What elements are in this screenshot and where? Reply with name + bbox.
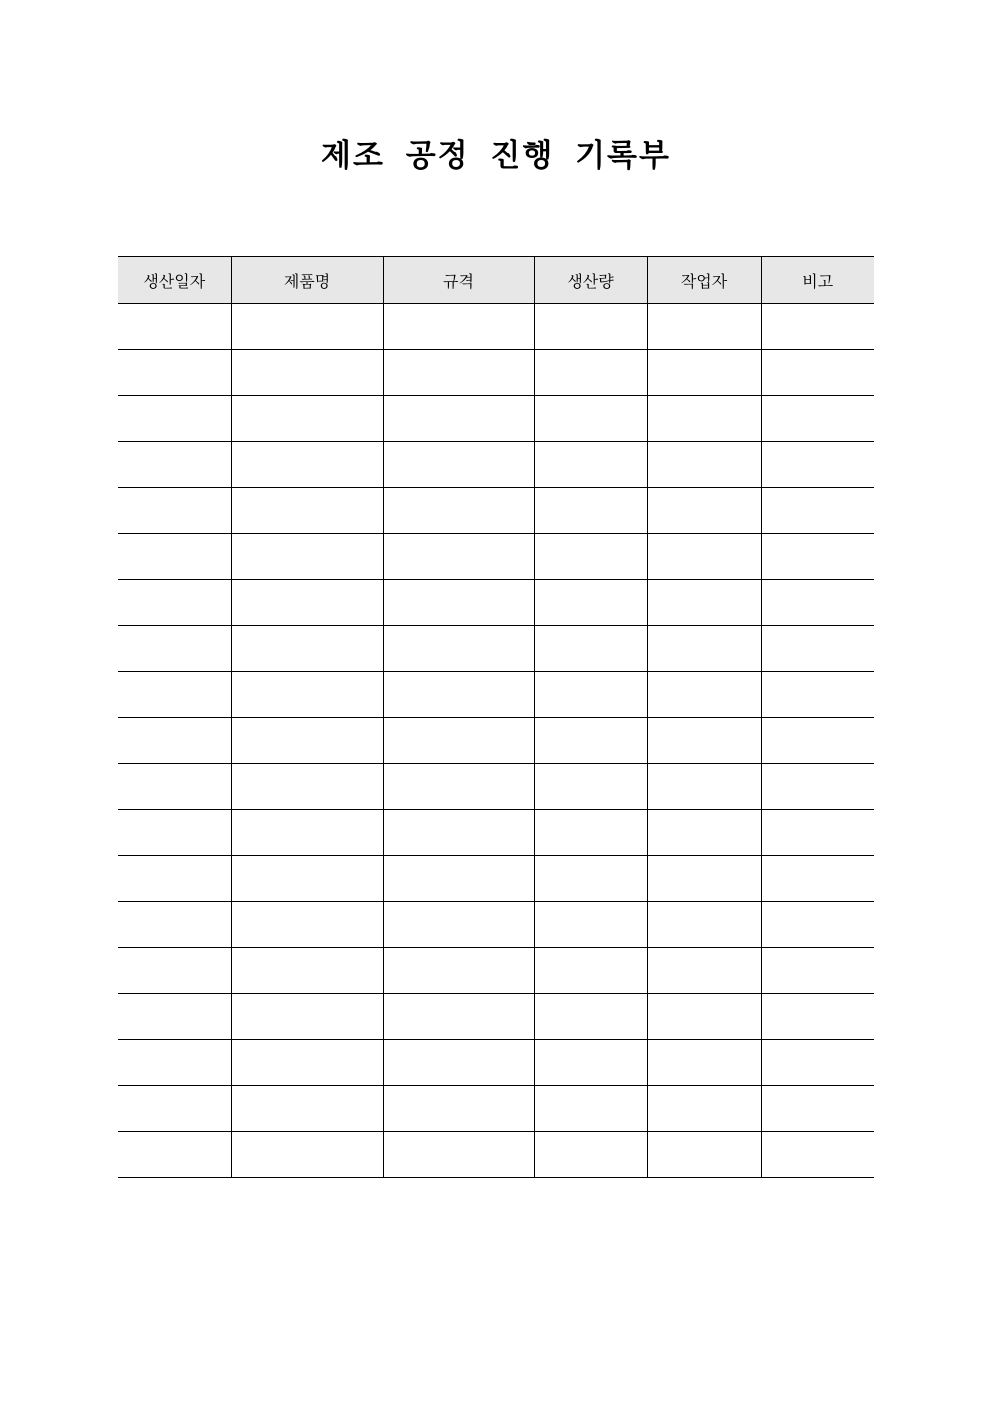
cell-product-name[interactable] <box>231 350 383 396</box>
table-row <box>118 764 874 810</box>
cell-production-date[interactable] <box>118 994 231 1040</box>
cell-remarks[interactable] <box>761 350 874 396</box>
cell-product-name[interactable] <box>231 626 383 672</box>
table-row <box>118 350 874 396</box>
cell-specification[interactable] <box>383 810 534 856</box>
cell-specification[interactable] <box>383 304 534 350</box>
cell-specification[interactable] <box>383 396 534 442</box>
cell-specification[interactable] <box>383 442 534 488</box>
cell-remarks[interactable] <box>761 994 874 1040</box>
cell-worker[interactable] <box>647 396 761 442</box>
cell-worker[interactable] <box>647 994 761 1040</box>
table-row <box>118 1040 874 1086</box>
cell-specification[interactable] <box>383 718 534 764</box>
header-quantity: 생산량 <box>534 257 647 304</box>
header-remarks: 비고 <box>761 257 874 304</box>
cell-specification[interactable] <box>383 948 534 994</box>
cell-specification[interactable] <box>383 1132 534 1178</box>
cell-product-name[interactable] <box>231 488 383 534</box>
cell-worker[interactable] <box>647 350 761 396</box>
cell-product-name[interactable] <box>231 1086 383 1132</box>
cell-production-date[interactable] <box>118 1132 231 1178</box>
cell-quantity[interactable] <box>534 1040 647 1086</box>
cell-product-name[interactable] <box>231 396 383 442</box>
table-row <box>118 810 874 856</box>
cell-specification[interactable] <box>383 1040 534 1086</box>
cell-worker[interactable] <box>647 1132 761 1178</box>
cell-quantity[interactable] <box>534 488 647 534</box>
cell-worker[interactable] <box>647 672 761 718</box>
cell-production-date[interactable] <box>118 580 231 626</box>
cell-quantity[interactable] <box>534 534 647 580</box>
cell-quantity[interactable] <box>534 304 647 350</box>
cell-quantity[interactable] <box>534 626 647 672</box>
cell-worker[interactable] <box>647 948 761 994</box>
cell-worker[interactable] <box>647 626 761 672</box>
cell-product-name[interactable] <box>231 718 383 764</box>
table-row <box>118 1086 874 1132</box>
cell-product-name[interactable] <box>231 442 383 488</box>
cell-remarks[interactable] <box>761 488 874 534</box>
table-row <box>118 856 874 902</box>
cell-production-date[interactable] <box>118 488 231 534</box>
table-row <box>118 994 874 1040</box>
cell-remarks[interactable] <box>761 948 874 994</box>
cell-quantity[interactable] <box>534 442 647 488</box>
table-row <box>118 442 874 488</box>
cell-quantity[interactable] <box>534 718 647 764</box>
cell-worker[interactable] <box>647 534 761 580</box>
cell-quantity[interactable] <box>534 1086 647 1132</box>
cell-remarks[interactable] <box>761 672 874 718</box>
cell-specification[interactable] <box>383 856 534 902</box>
cell-production-date[interactable] <box>118 948 231 994</box>
cell-quantity[interactable] <box>534 994 647 1040</box>
cell-worker[interactable] <box>647 1040 761 1086</box>
cell-worker[interactable] <box>647 856 761 902</box>
cell-remarks[interactable] <box>761 810 874 856</box>
cell-specification[interactable] <box>383 534 534 580</box>
cell-product-name[interactable] <box>231 534 383 580</box>
cell-production-date[interactable] <box>118 534 231 580</box>
cell-worker[interactable] <box>647 580 761 626</box>
header-row <box>118 257 874 304</box>
cell-worker[interactable] <box>647 488 761 534</box>
cell-production-date[interactable] <box>118 672 231 718</box>
cell-remarks[interactable] <box>761 1040 874 1086</box>
cell-specification[interactable] <box>383 626 534 672</box>
cell-specification[interactable] <box>383 1086 534 1132</box>
cell-production-date[interactable] <box>118 350 231 396</box>
cell-quantity[interactable] <box>534 1132 647 1178</box>
record-table <box>118 256 874 1178</box>
cell-quantity[interactable] <box>534 350 647 396</box>
cell-remarks[interactable] <box>761 304 874 350</box>
cell-remarks[interactable] <box>761 580 874 626</box>
cell-specification[interactable] <box>383 488 534 534</box>
cell-remarks[interactable] <box>761 534 874 580</box>
table-row <box>118 580 874 626</box>
cell-remarks[interactable] <box>761 1132 874 1178</box>
cell-remarks[interactable] <box>761 1086 874 1132</box>
cell-worker[interactable] <box>647 902 761 948</box>
table-row <box>118 396 874 442</box>
table-row <box>118 488 874 534</box>
cell-worker[interactable] <box>647 764 761 810</box>
header-production-date: 생산일자 <box>118 257 231 304</box>
cell-production-date[interactable] <box>118 304 231 350</box>
cell-quantity[interactable] <box>534 902 647 948</box>
cell-quantity[interactable] <box>534 810 647 856</box>
cell-product-name[interactable] <box>231 672 383 718</box>
table-row <box>118 948 874 994</box>
cell-production-date[interactable] <box>118 1040 231 1086</box>
cell-quantity[interactable] <box>534 764 647 810</box>
cell-production-date[interactable] <box>118 856 231 902</box>
cell-remarks[interactable] <box>761 856 874 902</box>
table-row <box>118 1132 874 1178</box>
cell-remarks[interactable] <box>761 442 874 488</box>
cell-specification[interactable] <box>383 350 534 396</box>
table-row <box>118 718 874 764</box>
cell-specification[interactable] <box>383 764 534 810</box>
table-row <box>118 902 874 948</box>
cell-product-name[interactable] <box>231 764 383 810</box>
cell-product-name[interactable] <box>231 810 383 856</box>
header-specification: 규격 <box>383 257 534 304</box>
cell-production-date[interactable] <box>118 442 231 488</box>
header-worker: 작업자 <box>647 257 761 304</box>
cell-product-name[interactable] <box>231 994 383 1040</box>
cell-quantity[interactable] <box>534 672 647 718</box>
cell-quantity[interactable] <box>534 580 647 626</box>
cell-production-date[interactable] <box>118 902 231 948</box>
cell-quantity[interactable] <box>534 948 647 994</box>
table-row <box>118 672 874 718</box>
cell-worker[interactable] <box>647 810 761 856</box>
table-row <box>118 534 874 580</box>
cell-product-name[interactable] <box>231 948 383 994</box>
cell-product-name[interactable] <box>231 902 383 948</box>
cell-quantity[interactable] <box>534 396 647 442</box>
cell-product-name[interactable] <box>231 856 383 902</box>
cell-production-date[interactable] <box>118 718 231 764</box>
table-body <box>118 304 874 1178</box>
cell-product-name[interactable] <box>231 580 383 626</box>
cell-specification[interactable] <box>383 580 534 626</box>
cell-production-date[interactable] <box>118 764 231 810</box>
cell-specification[interactable] <box>383 994 534 1040</box>
cell-product-name[interactable] <box>231 304 383 350</box>
cell-product-name[interactable] <box>231 1132 383 1178</box>
header-product-name: 제품명 <box>231 257 383 304</box>
cell-production-date[interactable] <box>118 626 231 672</box>
cell-quantity[interactable] <box>534 856 647 902</box>
cell-specification[interactable] <box>383 902 534 948</box>
cell-product-name[interactable] <box>231 1040 383 1086</box>
cell-production-date[interactable] <box>118 396 231 442</box>
table-row <box>118 626 874 672</box>
cell-production-date[interactable] <box>118 810 231 856</box>
document-title: 제조 공정 진행 기록부 <box>321 138 671 174</box>
cell-remarks[interactable] <box>761 902 874 948</box>
cell-remarks[interactable] <box>761 626 874 672</box>
cell-worker[interactable] <box>647 1086 761 1132</box>
cell-worker[interactable] <box>647 442 761 488</box>
table-row <box>118 304 874 350</box>
cell-worker[interactable] <box>647 718 761 764</box>
cell-production-date[interactable] <box>118 1086 231 1132</box>
cell-remarks[interactable] <box>761 764 874 810</box>
cell-remarks[interactable] <box>761 718 874 764</box>
cell-remarks[interactable] <box>761 396 874 442</box>
cell-specification[interactable] <box>383 672 534 718</box>
cell-worker[interactable] <box>647 304 761 350</box>
